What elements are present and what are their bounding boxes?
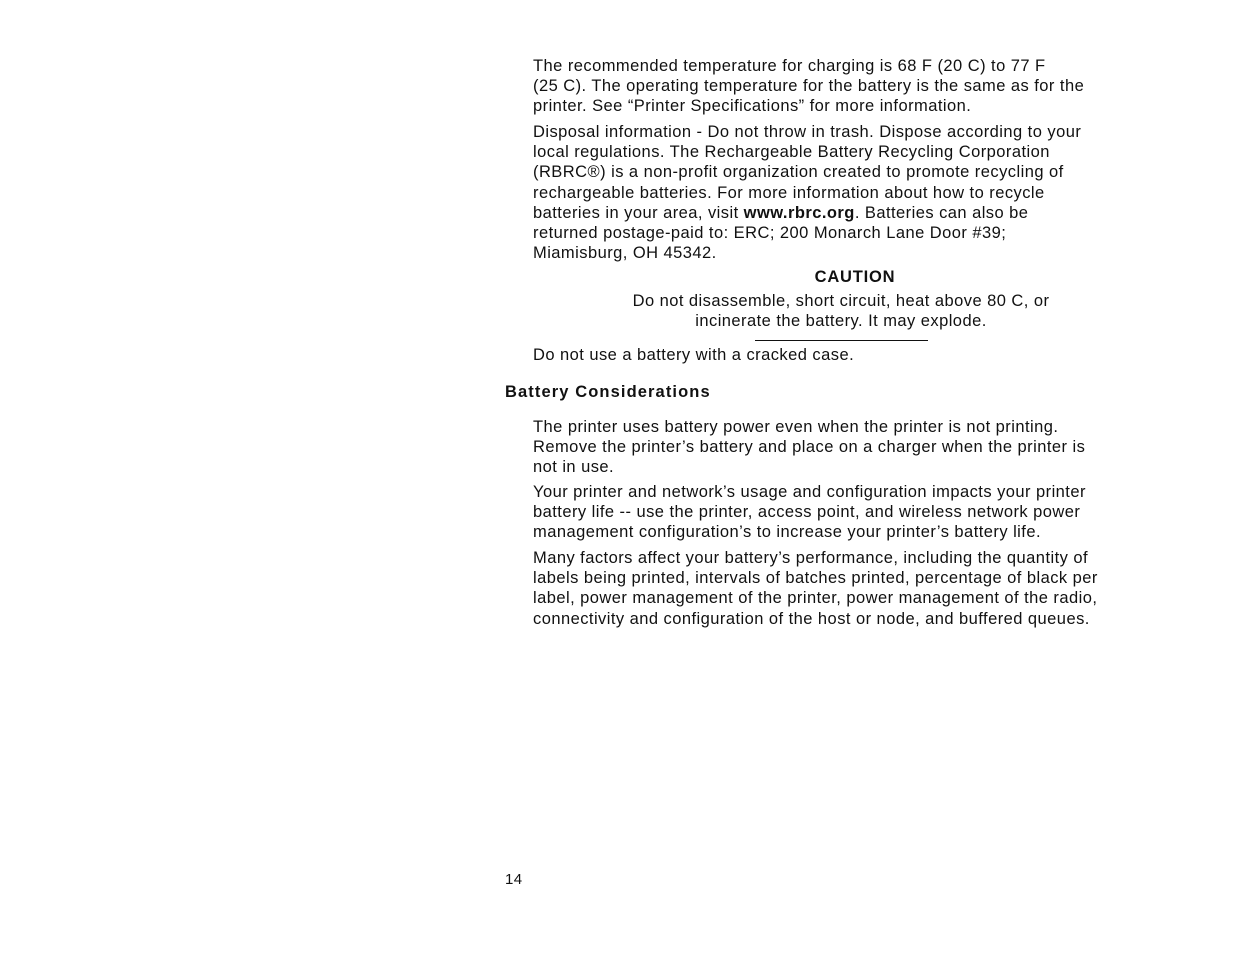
battery-power-paragraph [533, 417, 1183, 478]
cracked-case-note [533, 345, 1183, 365]
paragraph-line: Miamisburg, OH 45342. [533, 244, 717, 263]
paragraph-text: . Batteries can also be [854, 203, 1029, 222]
section-heading-battery-considerations: Battery Considerations [505, 383, 711, 401]
performance-factors-paragraph [533, 548, 1183, 629]
caution-body [560, 291, 1122, 331]
paragraph-line: The recommended temperature for charging is 68 F (20 C) to 77 F [533, 57, 1046, 75]
paragraph-line: (25 C). The operating temperature for the battery is the same as for the [533, 77, 1085, 96]
paragraph-line: local regulations. The Rechargeable Battery Recycling Corporation [533, 143, 1050, 162]
paragraph-line: connectivity and configuration of the host or node, and buffered queues. [533, 609, 1090, 628]
paragraph-line: returned postage-paid to: ERC; 200 Monarch Lane Door #39; [533, 224, 1007, 243]
paragraph-line: Do not use a battery with a cracked case. [533, 346, 855, 364]
caution-title: CAUTION [814, 268, 896, 286]
paragraph-line: Disposal information - Do not throw in trash. Dispose according to your [533, 123, 1082, 141]
paragraph-line: not in use. [533, 458, 615, 477]
paragraph-line: printer. See “Printer Specifications” for more information. [533, 97, 972, 116]
paragraph-line: Many factors affect your battery’s performance, including the quantity of [533, 549, 1089, 567]
paragraph-line: labels being printed, intervals of batches printed, percentage of black per [533, 569, 1098, 588]
page-number: 14 [505, 871, 523, 888]
paragraph-line: (RBRC®) is a non-profit organization created to promote recycling of [533, 163, 1064, 182]
paragraph-line: Your printer and network’s usage and configuration impacts your printer [533, 483, 1086, 501]
paragraph-line: Remove the printer’s battery and place on a charger when the printer is [533, 438, 1086, 457]
caution-line: Do not disassemble, short circuit, heat above 80 C, or [632, 292, 1050, 310]
paragraph-line: rechargeable batteries. For more information about how to recycle [533, 183, 1045, 202]
paragraph-line [533, 203, 1183, 223]
paragraph-line: management configuration’s to increase your printer’s battery life. [533, 523, 1041, 542]
paragraph-line: battery life -- use the printer, access point, and wireless network power [533, 503, 1081, 522]
disposal-information-paragraph [533, 122, 1183, 263]
network-usage-paragraph [533, 482, 1183, 543]
paragraph-line: label, power management of the printer, power management of the radio, [533, 589, 1098, 608]
paragraph-line: The printer uses battery power even when the printer is not printing. [533, 418, 1059, 436]
paragraph-text: batteries in your area, visit [533, 203, 744, 222]
caution-line: incinerate the battery. It may explode. [695, 312, 987, 331]
rbrc-website-link[interactable]: www.rbrc.org [743, 203, 855, 222]
caution-divider [755, 340, 928, 341]
charging-temperature-paragraph [533, 56, 1183, 117]
